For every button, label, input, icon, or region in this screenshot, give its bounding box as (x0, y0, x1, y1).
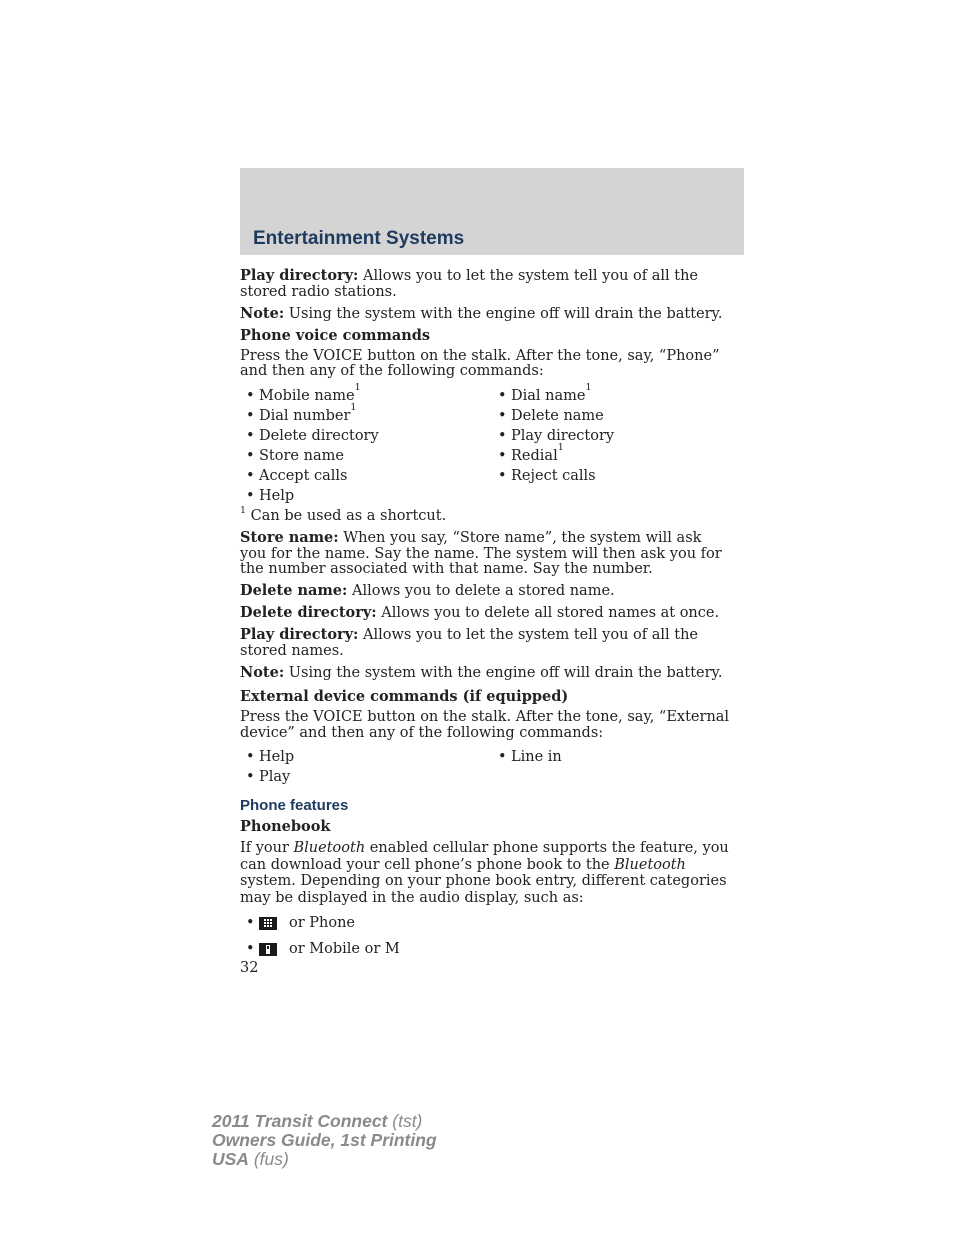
paragraph-note-battery-2: Note: Using the system with the engine off will drain the battery. (240, 663, 723, 681)
page-content (240, 268, 730, 977)
list-item: • Store name (246, 447, 344, 464)
footer-imprint (212, 1112, 437, 1169)
paragraph-store-name: Store name: When you say, “Store name”, the system will ask you for the name. Say the name. The system will then ask you for the number associated with that name. Say the number. (240, 529, 722, 577)
list-item: • Mobile name $^1$ (246, 381, 361, 404)
paragraph-play-directory-names: Play directory: Allows you to let the system tell you of all the stored names. (240, 626, 698, 659)
phone-voice-command-list (240, 381, 730, 505)
phone-voice-intro: Press the VOICE button on the stalk. After the tone, say, “Phone” and then any of the following commands: (240, 347, 720, 379)
list-item: • Delete directory (246, 427, 379, 444)
page-number: 32 (240, 960, 259, 976)
footer-line-2: Owners Guide, 1st Printing (212, 1130, 437, 1150)
paragraph-delete-name: Delete name: Allows you to delete a stored name. (240, 582, 615, 599)
paragraph-note-battery: Note: Using the system with the engine off will drain the battery. (240, 304, 723, 322)
phonebook-paragraph: If your Bluetooth enabled cellular phone supports the feature, you can download your cell phone’s phone book to the Bluetooth system. Depending on your phone book entry, different categories may be displayed in the audio display, such as: (240, 840, 729, 906)
list-item: • or Mobile or M (246, 940, 400, 957)
list-item: • Redial $^1$ (498, 441, 564, 464)
list-item: • Dial name $^1$ (498, 381, 592, 404)
phone-voice-commands-heading: Phone voice commands (240, 326, 431, 344)
paragraph-delete-directory: Delete directory: Allows you to delete all stored names at once. (240, 604, 720, 621)
phone-features-heading: Phone features (240, 796, 349, 814)
footnote: $^1$ Can be used as a shortcut. (240, 505, 447, 524)
list-item: • Play directory (498, 427, 615, 444)
external-command-list (240, 750, 730, 786)
list-item: • Help (246, 749, 295, 765)
phonebook-heading: Phonebook (240, 818, 331, 835)
paragraph-play-directory-radio: Play directory: Allows you to let the system tell you of all the stored radio stations. (240, 267, 698, 300)
list-item: • Accept calls (246, 467, 348, 484)
phone-keypad-icon (259, 917, 277, 930)
list-item: • Delete name (498, 407, 604, 424)
list-item: • or Phone (246, 915, 356, 931)
footer-line-3: USA (fus) (212, 1149, 289, 1169)
list-item: • Line in (498, 749, 562, 765)
list-item: • Reject calls (498, 467, 596, 484)
list-item: • Help (246, 487, 295, 504)
footer-line-1: 2011 Transit Connect (tst) (212, 1111, 423, 1131)
page-title: Entertainment Systems (253, 228, 465, 249)
external-device-heading: External device commands (if equipped) (240, 688, 569, 705)
external-device-intro: Press the VOICE button on the stalk. After the tone, say, “External device” and then any of the following commands: (240, 709, 730, 741)
list-item: • Dial number $^1$ (246, 401, 357, 424)
mobile-phone-icon (259, 943, 277, 956)
list-item: • Play (246, 769, 291, 785)
